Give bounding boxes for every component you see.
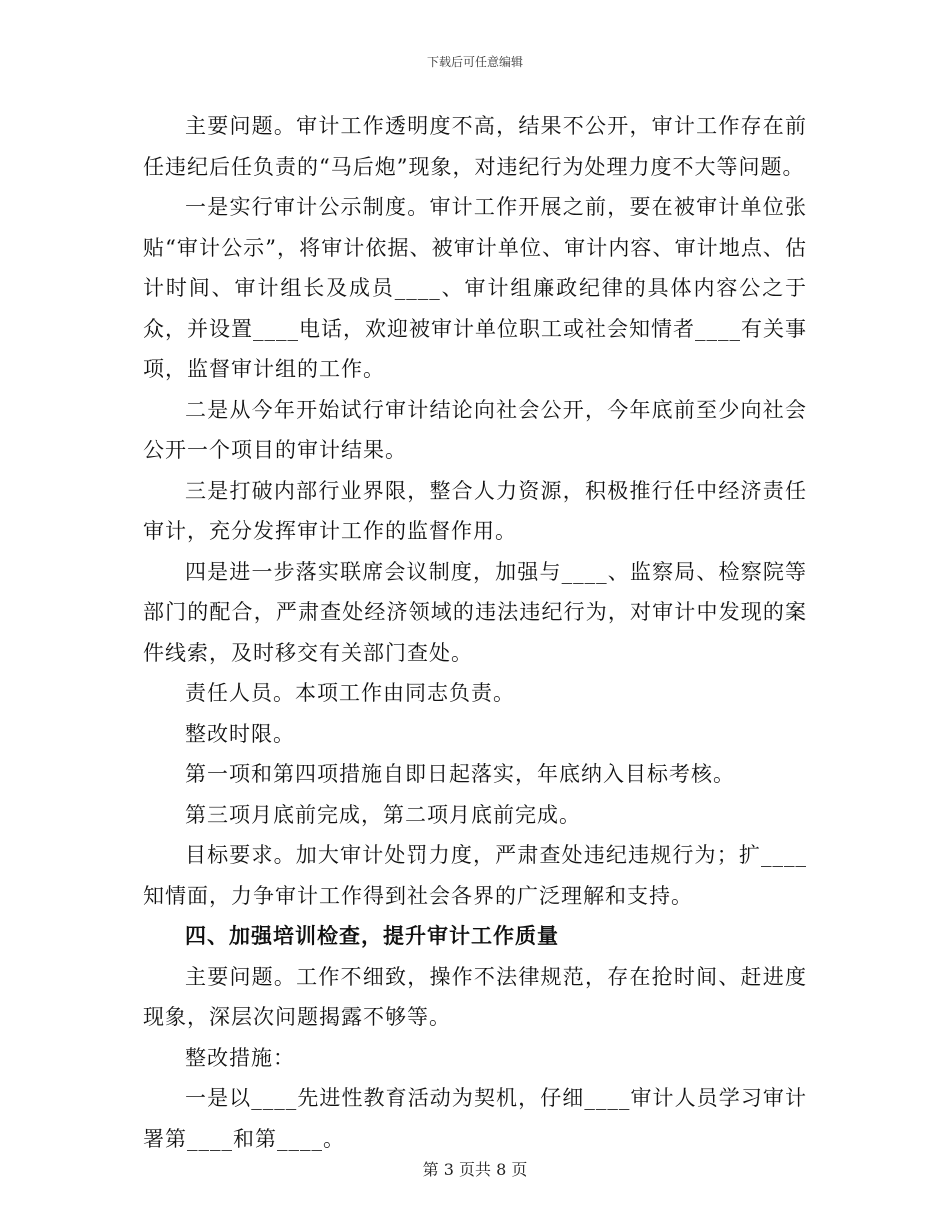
paragraph-responsible: 责任人员。本项工作由同志负责。 xyxy=(185,681,515,705)
paragraph-measure-four: 四是进一步落实联席会议制度，加强与____、监察局、检察院等部门的配合，严肃查处经济领域的违法违纪行为，对审计中发现的案件线索，及时移交有关部门查处。 xyxy=(143,559,807,665)
section-heading-four: 四、加强培训检查，提升审计工作质量 xyxy=(185,924,559,948)
document-body xyxy=(143,106,807,1159)
paragraph-deadline-items-3-2: 第三项月底前完成，第二项月底前完成。 xyxy=(185,802,581,827)
page-footer: 第 3 页共 8 页 xyxy=(422,1160,528,1179)
paragraph-goals: 目标要求。加大审计处罚力度，严肃查处违纪违规行为；扩____知情面，力争审计工作得到社会各界的广泛理解和支持。 xyxy=(143,843,807,908)
paragraph-main-problem: 主要问题。审计工作透明度不高，结果不公开，审计工作存在前任违纪后任负责的“马后炮”现象，对违纪行为处理力度不大等问题。 xyxy=(143,114,807,179)
paragraph-deadline-items-1-4: 第一项和第四项措施自即日起落实，年底纳入目标考核。 xyxy=(185,762,735,786)
paragraph-rectify-measures: 整改措施： xyxy=(185,1045,295,1070)
paragraph-measure-three: 三是打破内部行业界限，整合人力资源，积极推行任中经济责任审计，充分发挥审计工作的监督作用。 xyxy=(143,478,807,543)
paragraph-measure-one-2: 一是以____先进性教育活动为契机，仔细____审计人员学习审计署第____和第____。 xyxy=(143,1086,807,1151)
paragraph-main-problem-2: 主要问题。工作不细致，操作不法律规范，存在抢时间、赶进度现象，深层次问题揭露不够等。 xyxy=(143,964,807,1029)
paragraph-measure-one: 一是实行审计公示制度。审计工作开展之前，要在被审计单位张贴“审计公示”，将审计依据、被审计单位、审计内容、审计地点、估计时间、审计组长及成员____、审计组廉政纪律的具体内容公之于众，并设置____电话，欢迎被审计单位职工或社会知情者____有关事项，监督审计组的工作。 xyxy=(143,195,807,381)
paragraph-measure-two: 二是从今年开始试行审计结论向社会公开，今年底前至少向社会公开一个项目的审计结果。 xyxy=(143,397,807,462)
paragraph-deadline: 整改时限。 xyxy=(185,721,295,746)
page-header: 下载后可任意编辑 xyxy=(426,55,523,69)
